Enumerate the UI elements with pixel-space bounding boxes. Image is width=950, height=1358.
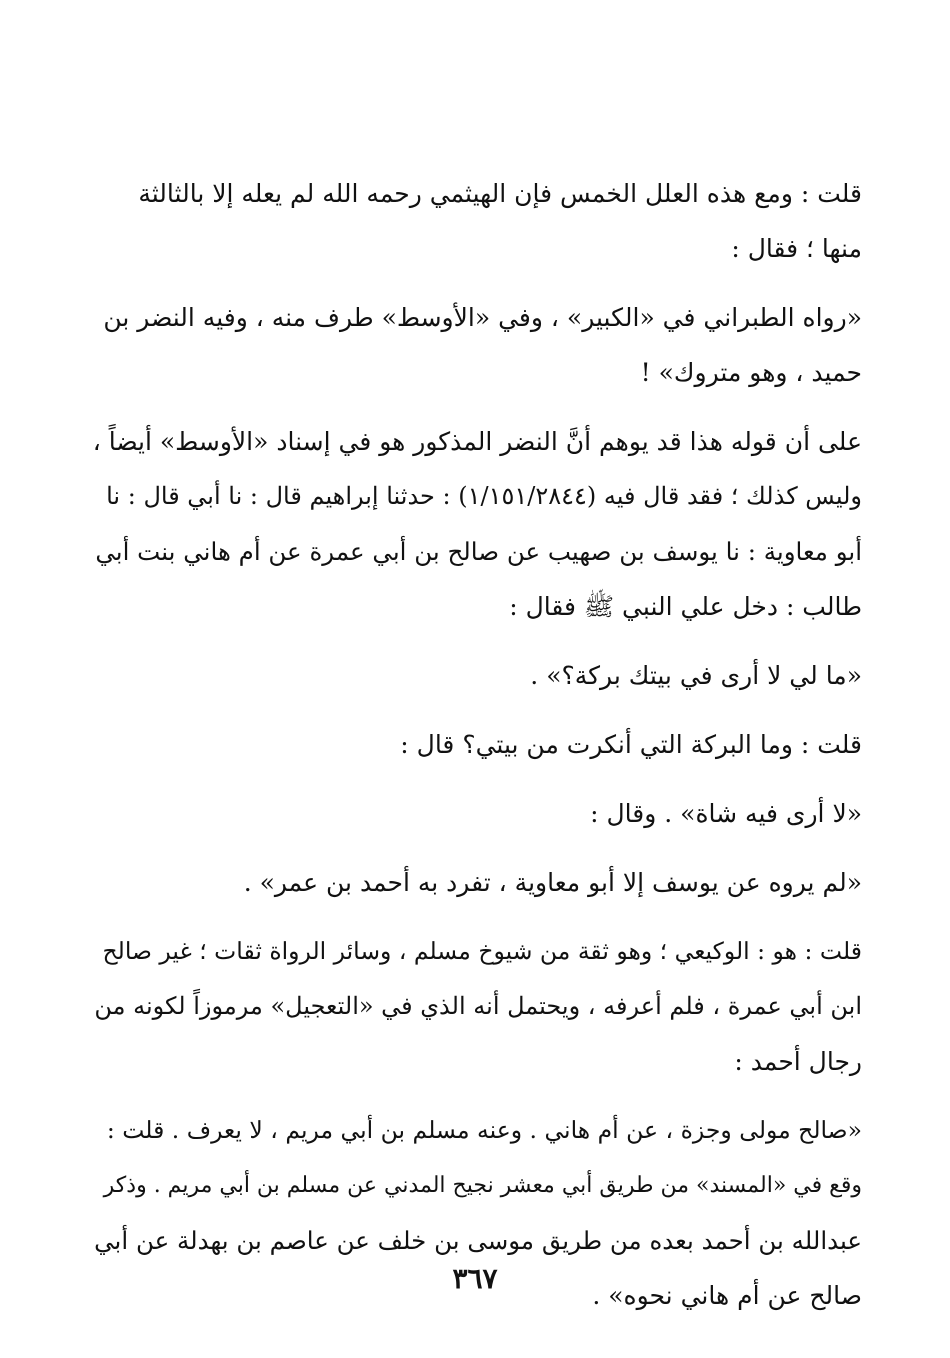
text-line: منها ؛ فقال : <box>731 234 862 263</box>
text-line: أبو معاوية : نا يوسف بن صهيب عن صالح بن أبي عمرة عن أم هاني بنت أبي <box>95 537 862 566</box>
paragraph-tafarrud <box>92 855 862 910</box>
paragraph-question <box>92 717 862 772</box>
text-line: عبدالله بن أحمد بعده من طريق موسى بن خلف عن عاصم بن بهدلة عن أبي <box>94 1226 862 1255</box>
text-line: قلت : وما البركة التي أنكرت من بيتي؟ قال : <box>400 730 862 759</box>
paragraph-isnad-awsat <box>92 414 862 634</box>
text-line: وليس كذلك ؛ فقد قال فيه (١/١٥١/٢٨٤٤) : حدثنا إبراهيم قال : نا أبي قال : نا <box>106 482 862 510</box>
paragraph-answer <box>92 786 862 841</box>
text-line: «لا أرى فيه شاة» . وقال : <box>590 799 862 828</box>
text-line: «رواه الطبراني في «الكبير» ، وفي «الأوسط» طرف منه ، وفيه النضر بن <box>103 303 862 332</box>
text-line: حميد ، وهو متروك» ! <box>640 358 862 387</box>
text-line: «ما لي لا أرى في بيتك بركة؟» . <box>530 661 862 690</box>
text-line: صالح عن أم هاني نحوه» . <box>592 1281 862 1310</box>
paragraph-hafiz-note <box>92 166 862 276</box>
text-line: رجال أحمد : <box>734 1047 862 1076</box>
text-line: ابن أبي عمرة ، فلم أعرفه ، ويحتمل أنه الذي في «التعجيل» مرموزاً لكونه من <box>94 992 862 1020</box>
text-line: «صالح مولى وجزة ، عن أم هاني . وعنه مسلم بن أبي مريم ، لا يعرف . قلت : <box>106 1116 862 1144</box>
paragraph-rijal-assessment <box>92 924 862 1089</box>
text-line: وقع في «المسند» من طريق أبي معشر نجيح المدني عن مسلم بن أبي مريم . وذكر <box>103 1173 862 1198</box>
page-number: ٣٦٧ <box>452 1262 498 1295</box>
paragraph-hadith-baraka <box>92 648 862 703</box>
text-line: طالب : دخل علي النبي ﷺ فقال : <box>509 592 862 621</box>
body-text <box>92 166 862 1337</box>
text-line: قلت : هو : الوكيعي ؛ وهو ثقة من شيوخ مسلم ، وسائر الرواة ثقات ؛ غير صالح <box>102 937 862 965</box>
paragraph-quote-tabarani <box>92 290 862 400</box>
text-line: قلت : ومع هذه العلل الخمس فإن الهيثمي رحمه الله لم يعله إلا بالثالثة <box>138 179 862 208</box>
text-line: «لم يروه عن يوسف إلا أبو معاوية ، تفرد به أحمد بن عمر» . <box>243 868 862 897</box>
text-line: على أن قوله هذا قد يوهم أنَّ النضر المذكور هو في إسناد «الأوسط» أيضاً ، <box>92 427 862 456</box>
